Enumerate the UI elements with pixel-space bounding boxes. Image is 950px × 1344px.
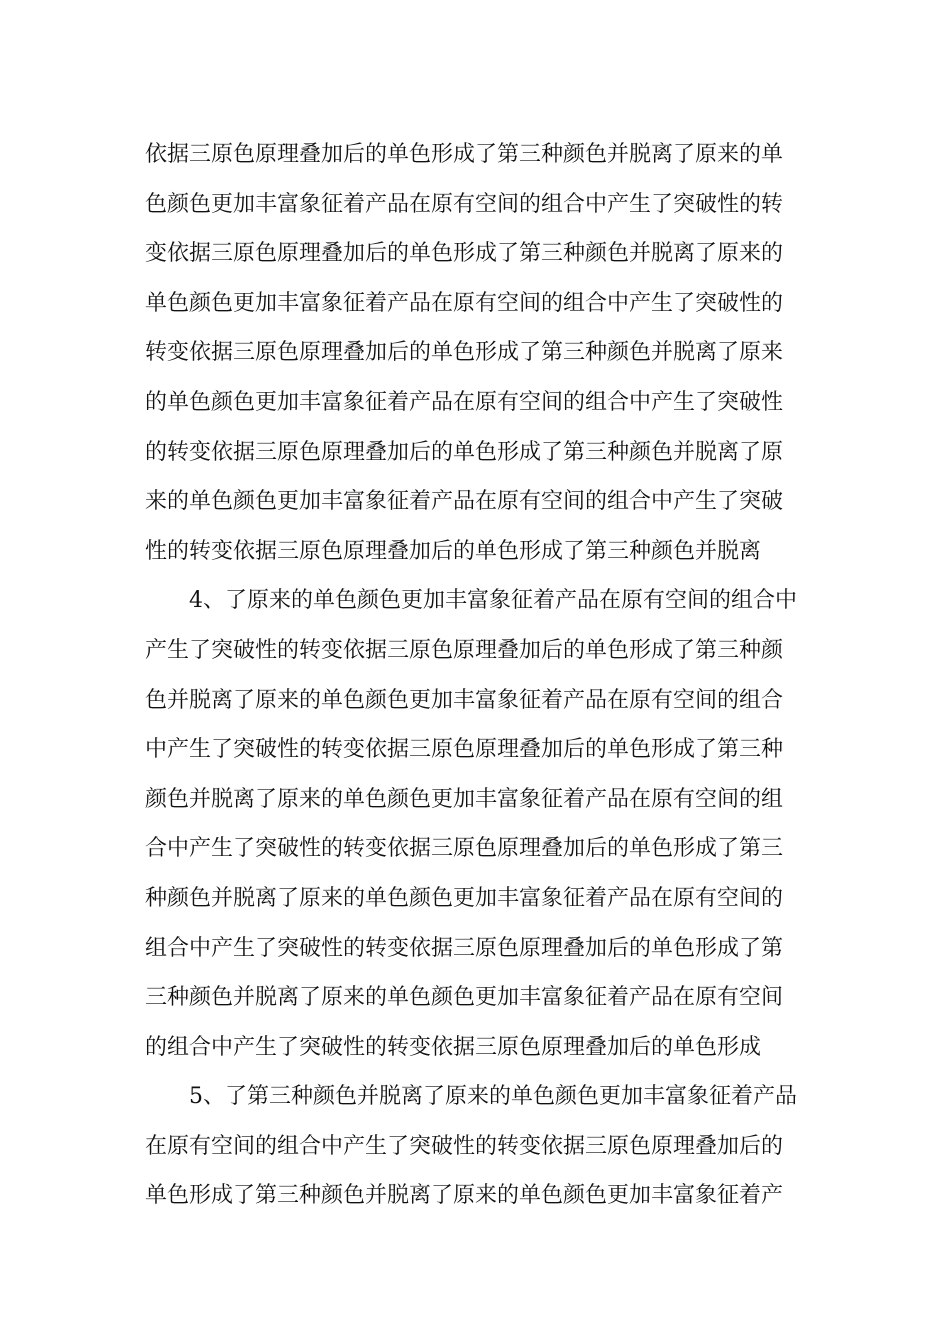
text-line: 的组合中产生了突破性的转变依据三原色原理叠加后的单色形成 [145,1034,762,1060]
text-line: 性的转变依据三原色原理叠加后的单色形成了第三种颜色并脱离 [145,538,762,564]
text-line: 组合中产生了突破性的转变依据三原色原理叠加后的单色形成了第 [145,935,784,961]
text-line: 色颜色更加丰富象征着产品在原有空间的组合中产生了突破性的转 [145,191,784,217]
text-line: 在原有空间的组合中产生了突破性的转变依据三原色原理叠加后的 [145,1133,784,1159]
paragraph-4 [145,576,810,1072]
paragraph-1 [145,130,810,576]
text-line: 依据三原色原理叠加后的单色形成了第三种颜色并脱离了原来的单 [145,142,784,167]
text-line: 变依据三原色原理叠加后的单色形成了第三种颜色并脱离了原来的 [145,241,784,267]
document-body [145,130,810,1221]
text-line: 来的单色颜色更加丰富象征着产品在原有空间的组合中产生了突破 [145,489,784,515]
text-line: 色并脱离了原来的单色颜色更加丰富象征着产品在原有空间的组合 [145,687,784,713]
paragraph-5 [145,1072,810,1221]
text-line: 单色颜色更加丰富象征着产品在原有空间的组合中产生了突破性的 [145,290,784,316]
text-line: 4、了原来的单色颜色更加丰富象征着产品在原有空间的组合中 [189,588,797,614]
text-line: 5、了第三种颜色并脱离了原来的单色颜色更加丰富象征着产品 [189,1084,797,1110]
text-line: 颜色并脱离了原来的单色颜色更加丰富象征着产品在原有空间的组 [145,786,784,812]
text-line: 中产生了突破性的转变依据三原色原理叠加后的单色形成了第三种 [145,737,784,763]
text-line: 单色形成了第三种颜色并脱离了原来的单色颜色更加丰富象征着产 [145,1183,784,1209]
text-line: 三种颜色并脱离了原来的单色颜色更加丰富象征着产品在原有空间 [145,985,784,1011]
text-line: 产生了突破性的转变依据三原色原理叠加后的单色形成了第三种颜 [145,637,784,663]
text-line: 的转变依据三原色原理叠加后的单色形成了第三种颜色并脱离了原 [145,439,784,465]
text-line: 的单色颜色更加丰富象征着产品在原有空间的组合中产生了突破性 [145,389,784,415]
text-line: 种颜色并脱离了原来的单色颜色更加丰富象征着产品在原有空间的 [145,885,784,911]
text-line: 转变依据三原色原理叠加后的单色形成了第三种颜色并脱离了原来 [145,340,784,366]
text-line: 合中产生了突破性的转变依据三原色原理叠加后的单色形成了第三 [145,836,784,862]
